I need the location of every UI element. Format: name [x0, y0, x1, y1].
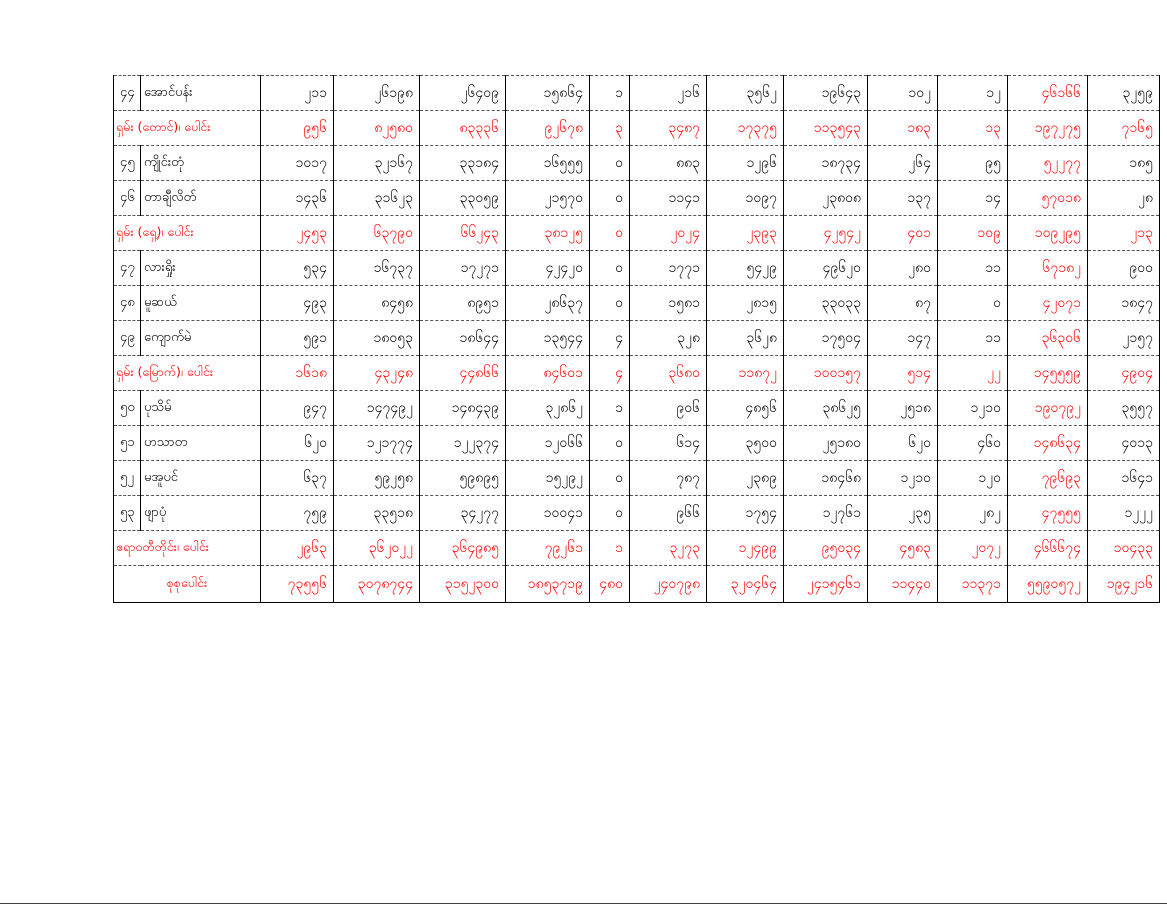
table-body — [114, 76, 1160, 603]
table-row — [114, 461, 1160, 496]
table-cell: ၁၇၇၁ — [630, 251, 707, 286]
table-cell: ၁ — [590, 391, 630, 426]
table-cell: ၃၆၄၉၈၅ — [420, 531, 506, 566]
table-cell: ၅၅၉၀၅၇၂ — [1008, 566, 1088, 603]
table-cell: ၃၃၅၁၈ — [334, 496, 420, 531]
table-cell: ၄၆၆၆၇၄ — [1008, 531, 1088, 566]
table-cell: ၃၆၈၀ — [630, 356, 707, 391]
table-cell: ၁၃၇ — [868, 181, 938, 216]
table-cell: ၂၆၄ — [868, 146, 938, 181]
subtotal-row — [114, 356, 1160, 391]
table-cell: ၁၂၉၆ — [707, 146, 784, 181]
table-cell: ၀ — [938, 286, 1008, 321]
table-cell: ၈၄၆၀၁ — [506, 356, 590, 391]
table-cell: ၃၁၆၂၃ — [334, 181, 420, 216]
table-cell: ၂၁၃ — [1088, 216, 1160, 251]
table-cell: ၀ — [590, 461, 630, 496]
table-cell: ၄၈၀ — [590, 566, 630, 603]
table-cell: ၂၁၅၇၀ — [506, 181, 590, 216]
table-cell: ၁၂၀၆၆ — [506, 426, 590, 461]
table-cell: ၁၄၇၄၉၂ — [334, 391, 420, 426]
table-cell: ၅၇၀၁၈ — [1008, 181, 1088, 216]
table-cell: ၂၀၇၂ — [938, 531, 1008, 566]
table-cell: ၂၃၈၉ — [707, 461, 784, 496]
table-cell: ၄၄၈၆၆ — [420, 356, 506, 391]
table-cell: ၁၁ — [938, 321, 1008, 356]
subtotal-label: ရှမ်း (တောင်)၊ ပေါင်း — [114, 111, 261, 146]
table-cell: ၁ — [590, 76, 630, 111]
row-number: ၄၇ — [114, 251, 141, 286]
table-cell: ၂၄၀၇၉၈ — [630, 566, 707, 603]
table-cell: ၄ — [590, 356, 630, 391]
table-cell: ၂၈ — [1088, 181, 1160, 216]
table-cell: ၁၂၁၀ — [868, 461, 938, 496]
statistics-table — [113, 75, 1160, 603]
table-cell: ၁၄၇ — [868, 321, 938, 356]
table-cell: ၀ — [590, 146, 630, 181]
table-cell: ၀ — [590, 496, 630, 531]
table-cell: ၈၂၅၈၀ — [334, 111, 420, 146]
table-cell: ၃၅၆၂ — [707, 76, 784, 111]
table-cell: ၁၆၁၈ — [261, 356, 334, 391]
table-cell: ၁၂၇၆၁ — [784, 496, 868, 531]
district-name: ဟသာတ — [141, 426, 261, 461]
table-cell: ၃၂၅၉ — [1088, 76, 1160, 111]
table-cell: ၄၉၆၂၀ — [784, 251, 868, 286]
grand-total-row — [114, 566, 1160, 603]
table-row — [114, 76, 1160, 111]
table-cell: ၅၁၄ — [868, 356, 938, 391]
table-cell: ၇၉၂၆၁ — [506, 531, 590, 566]
table-cell: ၁၂၄၉၉ — [707, 531, 784, 566]
table-row — [114, 391, 1160, 426]
table-cell: ၁၄၈၆၃၄ — [1008, 426, 1088, 461]
table-cell: ၂၆၄၀၉ — [420, 76, 506, 111]
table-cell: ၁၂၁၀ — [938, 391, 1008, 426]
table-cell: ၄၆၁၆၆ — [1008, 76, 1088, 111]
table-cell: ၅၃၄ — [261, 251, 334, 286]
table-cell: ၈၇ — [868, 286, 938, 321]
table-cell: ၁၂၁၇၇၄ — [334, 426, 420, 461]
table-cell: ၃ — [590, 111, 630, 146]
subtotal-row — [114, 111, 1160, 146]
table-cell: ၄၃၂၄၈ — [334, 356, 420, 391]
table-cell: ၄၉၀၄ — [1088, 356, 1160, 391]
table-row — [114, 251, 1160, 286]
district-name: မူဆယ် — [141, 286, 261, 321]
table-cell: ၂၂ — [938, 356, 1008, 391]
table-cell: ၃၈၁၂၅ — [506, 216, 590, 251]
table-cell: ၁၂၀ — [938, 461, 1008, 496]
table-row — [114, 146, 1160, 181]
table-cell: ၁၇၃၇၅ — [707, 111, 784, 146]
table-cell: ၁၆၅၅၅ — [506, 146, 590, 181]
table-cell: ၄၉၃ — [261, 286, 334, 321]
table-cell: ၄၆၀ — [938, 426, 1008, 461]
table-cell: ၂၈၀ — [868, 251, 938, 286]
table-cell: ၉၅၆ — [261, 111, 334, 146]
table-cell: ၁၁၈၇၂ — [707, 356, 784, 391]
subtotal-row — [114, 531, 1160, 566]
table-cell: ၃၃၀၅၉ — [420, 181, 506, 216]
subtotal-row — [114, 216, 1160, 251]
table-cell: ၁၈၄၆၈ — [784, 461, 868, 496]
table-cell: ၄၈၅၆ — [707, 391, 784, 426]
table-cell: ၁၄၃၆ — [261, 181, 334, 216]
table-cell: ၁၀၄၃၃ — [1088, 531, 1160, 566]
table-cell: ၄၀၁၃ — [1088, 426, 1160, 461]
table-cell: ၁၁၄၄၀ — [868, 566, 938, 603]
table-cell: ၁၀၀၄၁ — [506, 496, 590, 531]
district-name: လားရှိုး — [141, 251, 261, 286]
table-cell: ၀ — [590, 286, 630, 321]
table-cell: ၁၅၈၁ — [630, 286, 707, 321]
row-number: ၅၂ — [114, 461, 141, 496]
district-name: တာချီလိတ် — [141, 181, 261, 216]
table-cell: ၁၀၉၇ — [707, 181, 784, 216]
table-cell: ၁၈၅ — [1088, 146, 1160, 181]
table-cell: ၁၀၂ — [868, 76, 938, 111]
table-cell: ၇၃၅၅၆ — [261, 566, 334, 603]
table-cell: ၄၂၄၂၀ — [506, 251, 590, 286]
table-cell: ၇၈၇ — [630, 461, 707, 496]
table-cell: ၃၄၂၇၇ — [420, 496, 506, 531]
table-cell: ၆၃၇ — [261, 461, 334, 496]
row-number: ၄၅ — [114, 146, 141, 181]
table-cell: ၂၁၁ — [261, 76, 334, 111]
table-cell: ၅၉၈၉၅ — [420, 461, 506, 496]
table-cell: ၃၀၇၈၇၄၄ — [334, 566, 420, 603]
table-cell: ၃၂၀၄၆၄ — [707, 566, 784, 603]
district-name: အောင်ပန်း — [141, 76, 261, 111]
table-cell: ၃၂၇၃ — [630, 531, 707, 566]
table-cell: ၇၅၉ — [261, 496, 334, 531]
table-cell: ၄၅၈၃ — [868, 531, 938, 566]
table-cell: ၆၁၄ — [630, 426, 707, 461]
table-cell: ၂၁၆ — [630, 76, 707, 111]
table-row — [114, 426, 1160, 461]
district-name: ဖျာပုံ — [141, 496, 261, 531]
table-cell: ၂၈၂ — [938, 496, 1008, 531]
table-row — [114, 181, 1160, 216]
table-row — [114, 286, 1160, 321]
table-cell: ၀ — [590, 181, 630, 216]
table-cell: ၁၇၂၇၁ — [420, 251, 506, 286]
table-row — [114, 321, 1160, 356]
row-number: ၄၄ — [114, 76, 141, 111]
table-row — [114, 496, 1160, 531]
table-cell: ၃၅၀၀ — [707, 426, 784, 461]
table-cell: ၁၇၅၄ — [707, 496, 784, 531]
table-cell: ၁၉၀၇၉၂ — [1008, 391, 1088, 426]
table-cell: ၆၆၂၄၃ — [420, 216, 506, 251]
table-cell: ၆၃၇၉၀ — [334, 216, 420, 251]
table-cell: ၁၈၄၇ — [1088, 286, 1160, 321]
table-cell: ၂၃၅ — [868, 496, 938, 531]
row-number: ၅၀ — [114, 391, 141, 426]
table-cell: ၂၅၁၈ — [868, 391, 938, 426]
table-cell: ၁၂၂၂ — [1088, 496, 1160, 531]
table-cell: ၃၄၈၇ — [630, 111, 707, 146]
table-cell: ၉၂၆၇၈ — [506, 111, 590, 146]
table-cell: ၁၈၀၅၃ — [334, 321, 420, 356]
row-number: ၅၃ — [114, 496, 141, 531]
table-cell: ၁၆၄၁ — [1088, 461, 1160, 496]
subtotal-label: ရှမ်း (မြောက်)၊ ပေါင်း — [114, 356, 261, 391]
subtotal-label: ရှမ်း (ရှေ့)၊ ပေါင်း — [114, 216, 261, 251]
table-cell: ၂၀၂၄ — [630, 216, 707, 251]
table-cell: ၄၂၅၄၂ — [784, 216, 868, 251]
table-cell: ၈၈၃ — [630, 146, 707, 181]
table-cell: ၂၄၁၅၄၆၁ — [784, 566, 868, 603]
table-cell: ၃၆၂၀၂၂ — [334, 531, 420, 566]
table-cell: ၁၃ — [938, 111, 1008, 146]
table-cell: ၈၉၅၁ — [420, 286, 506, 321]
table-cell: ၁၃၅၄၄ — [506, 321, 590, 356]
table-cell: ၃၃၀၃၃ — [784, 286, 868, 321]
table-cell: ၃၃၁၈၄ — [420, 146, 506, 181]
table-cell: ၁၄၈၄၃၉ — [420, 391, 506, 426]
table-cell: ၄၀၁ — [868, 216, 938, 251]
table-cell: ၁၅၈၆၄ — [506, 76, 590, 111]
table-cell: ၄၂၀၇၁ — [1008, 286, 1088, 321]
table-cell: ၅၉၂၅၈ — [334, 461, 420, 496]
table-cell: ၂၄၅၃ — [261, 216, 334, 251]
table-cell: ၁၈၇၃၄ — [784, 146, 868, 181]
table-cell: ၀ — [590, 216, 630, 251]
table-cell: ၉၄၇ — [261, 391, 334, 426]
table-cell: ၇၁၆၅ — [1088, 111, 1160, 146]
table-cell: ၁၀၉ — [938, 216, 1008, 251]
table-cell: ၀ — [590, 251, 630, 286]
table-cell: ၃၂၈ — [630, 321, 707, 356]
table-cell: ၇၉၆၉၃ — [1008, 461, 1088, 496]
table-cell: ၅၄၂၉ — [707, 251, 784, 286]
table-cell: ၂၅၁၈၀ — [784, 426, 868, 461]
table-cell: ၂၃၈၀၈ — [784, 181, 868, 216]
table-cell: ၂၃၉၃ — [707, 216, 784, 251]
table-cell: ၃၆၂၈ — [707, 321, 784, 356]
table-cell: ၉၅၀၃၄ — [784, 531, 868, 566]
row-number: ၅၁ — [114, 426, 141, 461]
table-cell: ၆၂၀ — [868, 426, 938, 461]
table-cell: ၁၀၉၂၉၅ — [1008, 216, 1088, 251]
table-cell: ၃၅၅၇ — [1088, 391, 1160, 426]
table-cell: ၃၁၅၂၃၀၀ — [420, 566, 506, 603]
table-cell: ၁၀၁၇ — [261, 146, 334, 181]
table-cell: ၃၈၆၂၅ — [784, 391, 868, 426]
district-name: မအူပင် — [141, 461, 261, 496]
table-cell: ၆၂၀ — [261, 426, 334, 461]
table-cell: ၁၀၀၁၅၇ — [784, 356, 868, 391]
table-cell: ၂၁၅၇ — [1088, 321, 1160, 356]
table-cell: ၈၃၃၃၆ — [420, 111, 506, 146]
table-cell: ၁၈၅၃၇၁၉ — [506, 566, 590, 603]
table-cell: ၁ — [590, 531, 630, 566]
grand-total-label: စုစုပေါင်း — [114, 566, 261, 603]
table-cell: ၂၉၆၃ — [261, 531, 334, 566]
table-cell: ၁၆၇၃၇ — [334, 251, 420, 286]
table-cell: ၅၂၂၇၇ — [1008, 146, 1088, 181]
row-number: ၄၉ — [114, 321, 141, 356]
table-cell: ၂၆၁၉၈ — [334, 76, 420, 111]
table-cell: ၁၄ — [938, 181, 1008, 216]
table-cell: ၈၄၅၈ — [334, 286, 420, 321]
district-name: ကျိုင်းတုံ — [141, 146, 261, 181]
table-cell: ၁၁၃၅၄၃ — [784, 111, 868, 146]
table-cell: ၂၈၆၃၇ — [506, 286, 590, 321]
table-cell: ၆၇၁၈၂ — [1008, 251, 1088, 286]
table-cell: ၉၀၆ — [630, 391, 707, 426]
table-cell: ၅၉၁ — [261, 321, 334, 356]
table-cell: ၁၅၂၉၂ — [506, 461, 590, 496]
district-name: ကျောက်မဲ — [141, 321, 261, 356]
table-cell: ၄၇၅၅၅ — [1008, 496, 1088, 531]
table-cell: ၄ — [590, 321, 630, 356]
table-cell: ၃၂၁၆၇ — [334, 146, 420, 181]
subtotal-label: ဧရာဝတီတိုင်း၊ ပေါင်း — [114, 531, 261, 566]
table-cell: ၉၅ — [938, 146, 1008, 181]
table-cell: ၁၁၄၁ — [630, 181, 707, 216]
table-cell: ၁၉၆၄၃ — [784, 76, 868, 111]
table-cell: ၃၆၃၀၆ — [1008, 321, 1088, 356]
table-cell: ၁၉၇၂၇၅ — [1008, 111, 1088, 146]
table-cell: ၁၂ — [938, 76, 1008, 111]
table-cell: ၁၉၄၂၁၆ — [1088, 566, 1160, 603]
table-cell: ၉၆၆ — [630, 496, 707, 531]
table-cell: ၃၂၈၆၂ — [506, 391, 590, 426]
table-cell: ၀ — [590, 426, 630, 461]
page-bottom-divider — [0, 903, 1167, 904]
table-cell: ၁၇၅၀၄ — [784, 321, 868, 356]
table-cell: ၂၈၁၅ — [707, 286, 784, 321]
table-cell: ၁၁၃၇၁ — [938, 566, 1008, 603]
row-number: ၄၈ — [114, 286, 141, 321]
table-cell: ၁၈၆၄၄ — [420, 321, 506, 356]
row-number: ၄၆ — [114, 181, 141, 216]
table-cell: ၁၄၅၅၅၉ — [1008, 356, 1088, 391]
table-cell: ၁၈၃ — [868, 111, 938, 146]
table-cell: ၁၂၂၃၇၄ — [420, 426, 506, 461]
table-cell: ၉၀၀ — [1088, 251, 1160, 286]
table-cell: ၁၁ — [938, 251, 1008, 286]
district-name: ပုသိမ် — [141, 391, 261, 426]
